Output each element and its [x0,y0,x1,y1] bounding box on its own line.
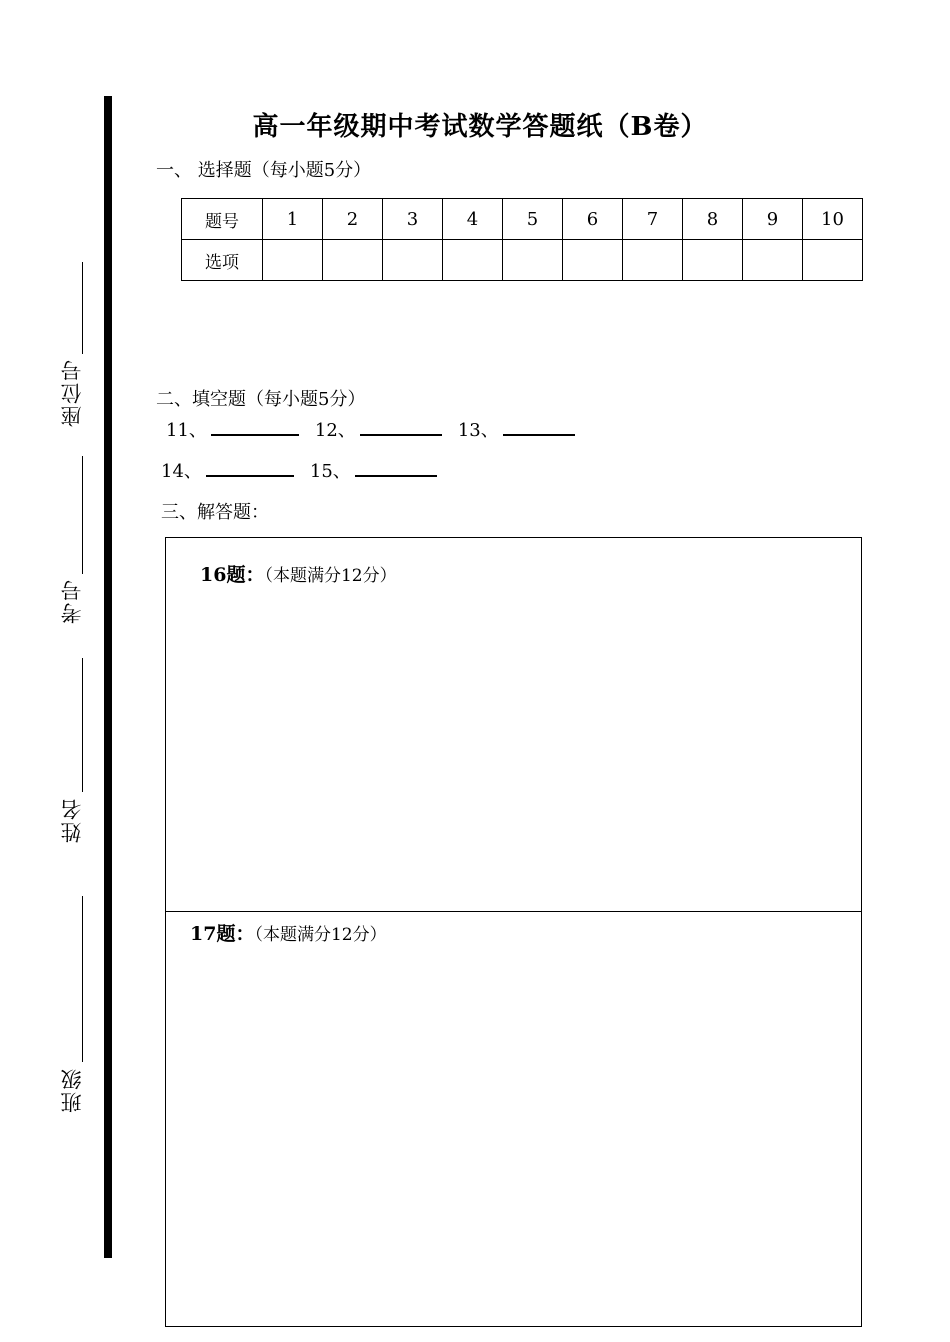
seat-number-label: 座位号 [60,358,84,428]
fill-blank-item [315,416,442,442]
fill-blank-line[interactable] [355,457,437,477]
answer-cell[interactable] [623,240,683,281]
answer-cell[interactable] [563,240,623,281]
fill-blank-line[interactable] [206,457,294,477]
seat-number-field [56,262,88,432]
answer-cell[interactable] [263,240,323,281]
question-number: 5 [503,199,563,240]
fill-blank-row-1 [166,416,575,442]
fill-blank-number: 12、 [314,420,356,441]
exam-number-field [56,456,88,628]
table-row [182,240,863,281]
binding-bar [104,96,112,1258]
fill-blank-number: 14、 [161,461,202,482]
question-number: 1 [263,199,323,240]
question-number: 9 [743,199,803,240]
question-17-number: 17题： [190,923,255,945]
answer-cell[interactable] [503,240,563,281]
question-17-header [190,919,387,946]
question-number: 10 [803,199,863,240]
name-line [82,658,83,792]
exam-number-label: 考号 [60,578,84,624]
fill-blank-row-2 [161,457,437,483]
question-number: 6 [563,199,623,240]
name-label: 姓名 [60,797,84,843]
answer-option-header: 选项 [182,240,263,281]
table-row [182,199,863,240]
question-number: 7 [623,199,683,240]
section1-heading: 一、 选择题（每小题5分） [156,160,372,181]
section2-heading: 二、填空题（每小题5分） [156,389,366,410]
answer-cell[interactable] [743,240,803,281]
fill-blank-item [166,416,299,442]
question-16-header [200,560,397,587]
answer-cell[interactable] [383,240,443,281]
name-field [56,658,88,848]
answer-cell[interactable] [443,240,503,281]
section3-heading: 三、解答题： [161,502,269,523]
question-16-points: （本题满分12分） [264,566,397,586]
question-number: 3 [383,199,443,240]
class-label: 班级 [60,1067,84,1113]
class-line [82,896,83,1062]
class-field [56,896,88,1118]
fill-blank-number: 11、 [166,420,207,441]
question-divider [166,911,861,912]
question-number: 4 [443,199,503,240]
answer-cell[interactable] [683,240,743,281]
fill-blank-number: 13、 [457,420,499,441]
exam-number-line [82,456,83,574]
fill-blank-item [310,457,437,483]
question-number: 8 [683,199,743,240]
seat-number-line [82,262,83,354]
question-number-header: 题号 [182,199,263,240]
fill-blank-line[interactable] [503,416,575,436]
fill-blank-line[interactable] [360,416,442,436]
fill-blank-number: 15、 [309,461,351,482]
question-16-number: 16题： [200,564,265,586]
fill-blank-line[interactable] [211,416,299,436]
choice-answer-table [181,198,863,281]
question-number: 2 [323,199,383,240]
answer-box[interactable] [165,537,862,1327]
fill-blank-item [161,457,294,483]
fill-blank-item [458,416,575,442]
question-17-points: （本题满分12分） [254,925,387,945]
page-title: 高一年级期中考试数学答题纸（B卷） [252,112,708,142]
answer-cell[interactable] [323,240,383,281]
answer-cell[interactable] [803,240,863,281]
